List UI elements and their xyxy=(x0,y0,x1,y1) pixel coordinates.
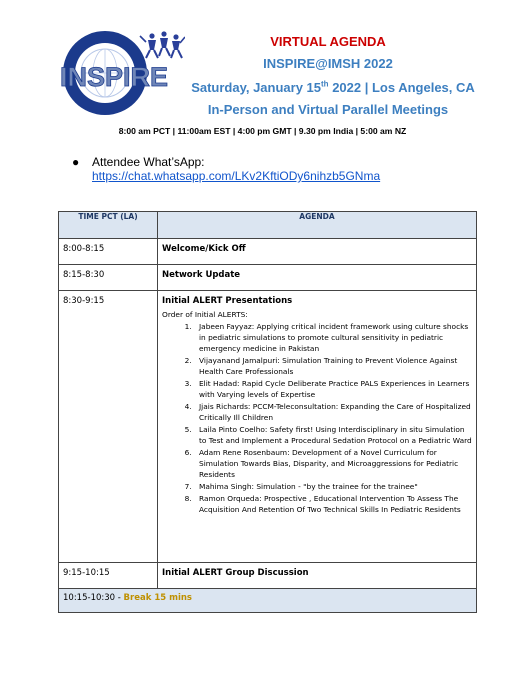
agenda-title: VIRTUAL AGENDA xyxy=(270,34,386,49)
row-item-title: Initial ALERT Presentations xyxy=(162,296,293,306)
list-item: 2. Vijayanand Jamalpuri: Simulation Training to Prevent Violence Against Health Care Professionals xyxy=(194,355,472,377)
row-time: 8:00-8:15 xyxy=(59,239,158,265)
list-item: 4. Jjais Richards: PCCM-Teleconsultation: Expanding the Care of Hospitalized Critically Ill Children xyxy=(194,401,472,423)
list-item: 3. Elit Hadad: Rapid Cycle Deliberate Practice PALS Experiences in Learners with Varying levels of Expertise xyxy=(194,378,472,400)
bullet-dot-icon: ● xyxy=(72,155,80,169)
table-row xyxy=(59,265,477,291)
list-item: 8. Ramon Orqueda: Prospective , Educational Intervention To Assess The Acquisition And Retention Of Two Technical Skills In Pediatric Residents xyxy=(194,493,472,515)
table-header-row xyxy=(59,212,477,239)
row-time: 8:30-9:15 xyxy=(59,291,158,563)
date-text: Saturday, January 15 xyxy=(191,80,322,95)
break-time: 10:15-10:30 - xyxy=(63,593,124,603)
event-date-location xyxy=(188,80,478,95)
row-item xyxy=(158,563,477,589)
row-item-title: Initial ALERT Group Discussion xyxy=(162,568,309,578)
whatsapp-link[interactable]: https://chat.whatsapp.com/LKv2KftiODy6nihzb5GNma xyxy=(92,169,381,183)
event-name: INSPIRE@IMSH 2022 xyxy=(263,56,393,71)
break-label: Break 15 mins xyxy=(123,593,192,603)
logo-wordmark: INSPIRE xyxy=(60,62,169,92)
row-item xyxy=(158,239,477,265)
column-header-time: TIME PCT (LA) xyxy=(59,212,158,239)
break-row xyxy=(59,589,477,613)
whatsapp-label: Attendee What’sApp: xyxy=(92,155,205,169)
meeting-format: In-Person and Virtual Parallel Meetings xyxy=(207,102,449,117)
inspire-logo xyxy=(60,28,185,118)
list-item: 6. Adam Rene Rosenbaum: Development of a Novel Curriculum for Simulation Towards Bias, Disparity, and Microaggressions for Pediatric Residents xyxy=(194,447,472,480)
list-item: 5. Laila Pinto Coelho: Safety first! Using Interdisciplinary in situ Simulation to Test and Implement a Procedural Sedation Protocol on a Pediatric Ward xyxy=(194,424,472,446)
alerts-order-label: Order of Initial ALERTS: xyxy=(162,310,248,319)
list-item: 1. Jabeen Fayyaz: Applying critical incident framework using culture shocks in pediatric simulations to promote cultural sensitivity in pediatric emergency medicine in Pakistan xyxy=(194,321,472,354)
row-time: 9:15-10:15 xyxy=(59,563,158,589)
time-zones: 8:00 am PCT | 11:00am EST | 4:00 pm GMT | 9.30 pm India | 5:00 am NZ xyxy=(118,126,407,136)
table-row xyxy=(59,291,477,563)
agenda-table xyxy=(58,211,477,613)
row-item xyxy=(158,291,477,563)
row-item xyxy=(158,265,477,291)
row-item-title: Welcome/Kick Off xyxy=(162,244,246,254)
row-time: 8:15-8:30 xyxy=(59,265,158,291)
year-location-text: 2022 | Los Angeles, CA xyxy=(328,80,475,95)
table-row xyxy=(59,563,477,589)
break-cell xyxy=(59,589,477,613)
table-row xyxy=(59,239,477,265)
date-ordinal: th xyxy=(321,79,329,89)
column-header-agenda: AGENDA xyxy=(158,212,477,239)
list-item: 7. Mahima Singh: Simulation - "by the trainee for the trainee" xyxy=(194,481,472,492)
row-item-title: Network Update xyxy=(162,270,241,280)
alerts-list xyxy=(162,321,472,515)
